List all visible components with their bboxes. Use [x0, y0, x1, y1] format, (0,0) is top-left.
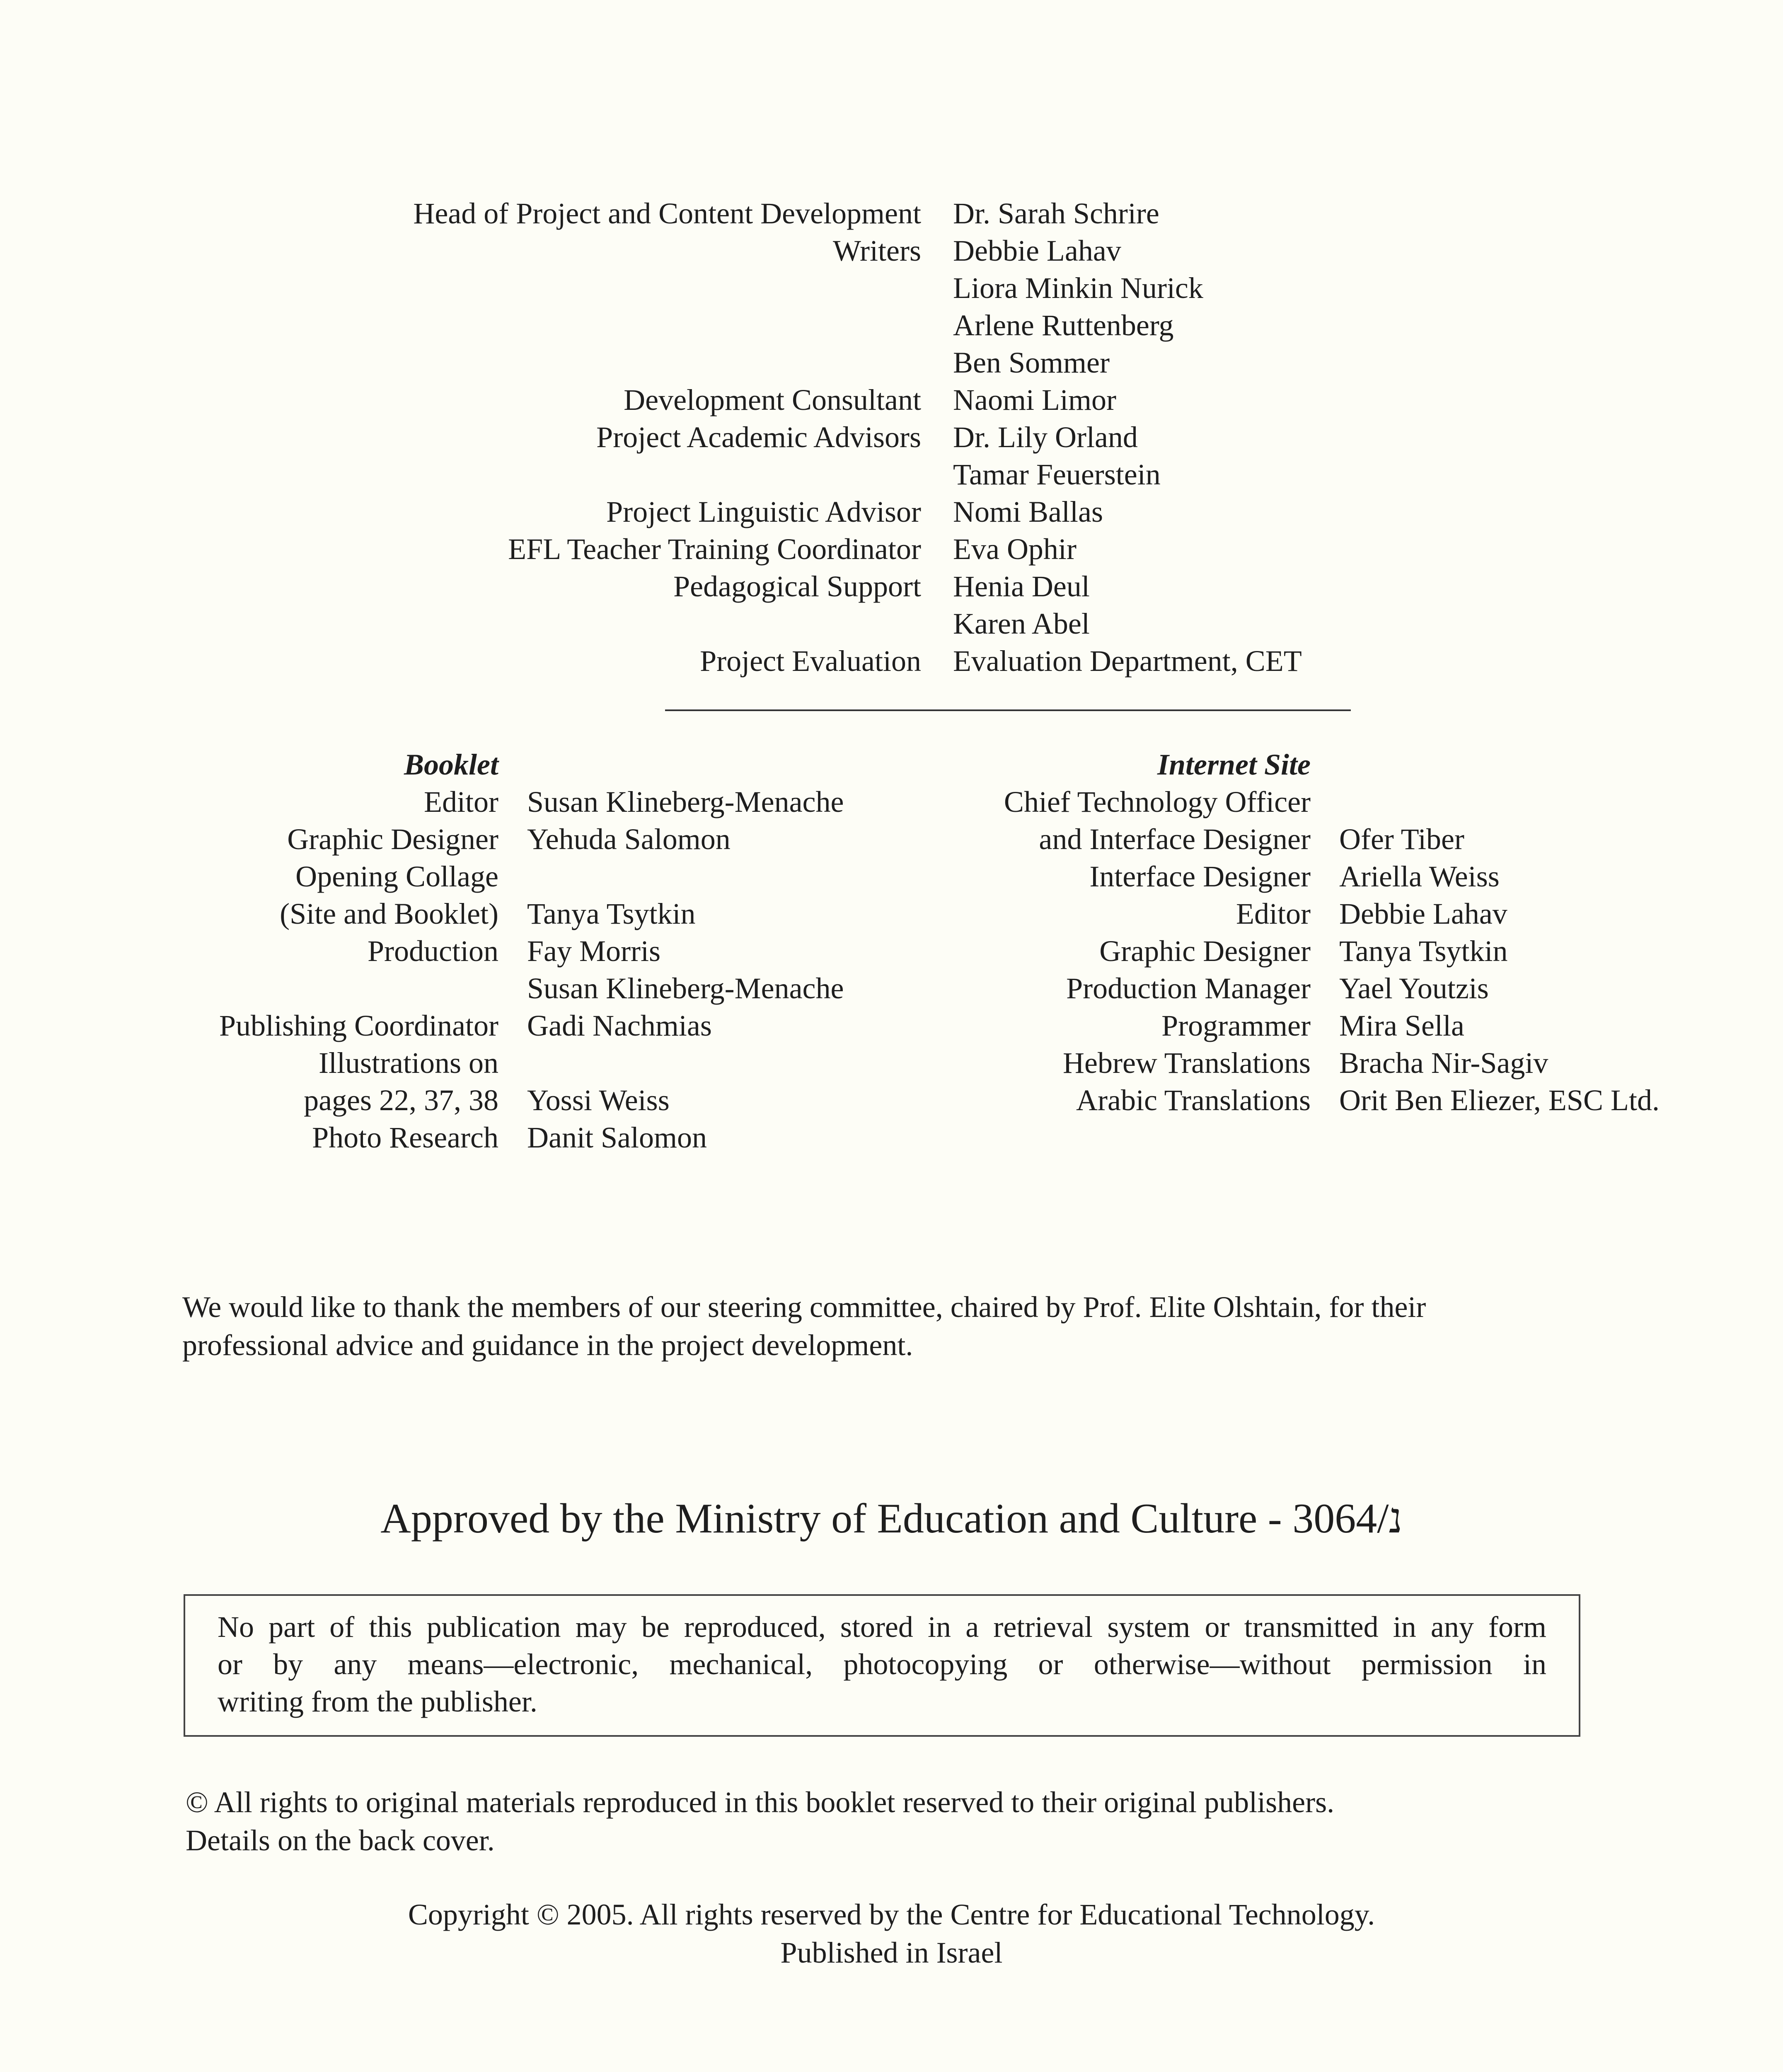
notice-line: or by any means—electronic, mechanical, photocopying or otherwise—without permission in — [218, 1648, 1546, 1681]
booklet-value: Susan Klineberg-Menache — [527, 972, 844, 1005]
booklet-label: Publishing Coordinator — [219, 1009, 498, 1042]
credit-value: Eva Ophir — [953, 533, 1077, 566]
booklet-label: Graphic Designer — [287, 823, 498, 856]
internet-label: Chief Technology Officer — [1004, 785, 1311, 818]
thanks-paragraph — [182, 1288, 1633, 1364]
internet-value: Debbie Lahav — [1339, 897, 1507, 930]
copyright-block — [0, 1895, 1783, 1972]
internet-label: Graphic Designer — [1099, 934, 1311, 968]
rights-line: Details on the back cover. — [186, 1824, 495, 1857]
credit-value: Henia Deul — [953, 570, 1090, 603]
internet-value: Mira Sella — [1339, 1009, 1464, 1042]
internet-label: Hebrew Translations — [1063, 1046, 1311, 1080]
credit-label: Pedagogical Support — [673, 570, 921, 603]
booklet-label: Production — [368, 934, 498, 968]
internet-label: Interface Designer — [1089, 860, 1311, 893]
internet-label: Production Manager — [1066, 972, 1311, 1005]
booklet-label: Opening Collage — [295, 860, 498, 893]
internet-label: Arabic Translations — [1076, 1084, 1311, 1117]
booklet-label: Photo Research — [312, 1121, 498, 1154]
credit-value: Tamar Feuerstein — [953, 458, 1161, 491]
credit-value: Arlene Ruttenberg — [953, 309, 1174, 342]
credit-label: Development Consultant — [624, 383, 921, 416]
credit-value: Karen Abel — [953, 607, 1090, 640]
credit-value: Liora Minkin Nurick — [953, 271, 1203, 305]
credit-value: Evaluation Department, CET — [953, 644, 1302, 678]
booklet-label: pages 22, 37, 38 — [304, 1084, 498, 1117]
published-line: Published in Israel — [780, 1936, 1003, 1969]
credit-label: Project Linguistic Advisor — [606, 495, 921, 528]
credit-value: Debbie Lahav — [953, 234, 1121, 267]
credit-label: EFL Teacher Training Coordinator — [508, 533, 921, 566]
ministry-approval: Approved by the Ministry of Education and Culture - 3064/נ — [380, 1495, 1403, 1542]
booklet-value: Tanya Tsytkin — [527, 897, 696, 930]
internet-value: Ofer Tiber — [1339, 823, 1464, 856]
booklet-value: Susan Klineberg-Menache — [527, 785, 844, 818]
credit-value: Dr. Sarah Schrire — [953, 197, 1159, 230]
booklet-heading: Booklet — [404, 748, 498, 781]
credit-value: Naomi Limor — [953, 383, 1116, 416]
booklet-label: Editor — [424, 785, 498, 818]
rights-line: © All rights to original materials reproduced in this booklet reserved to their original publishers. — [186, 1786, 1335, 1819]
internet-value: Bracha Nir-Sagiv — [1339, 1046, 1548, 1080]
reproduction-notice-box — [184, 1594, 1580, 1737]
internet-value: Tanya Tsytkin — [1339, 934, 1508, 968]
booklet-value: Gadi Nachmias — [527, 1009, 712, 1042]
credit-label: Project Evaluation — [700, 644, 921, 678]
rights-paragraph — [186, 1783, 1719, 1859]
internet-label: and Interface Designer — [1039, 823, 1311, 856]
credit-label: Project Academic Advisors — [596, 421, 921, 454]
thanks-line: professional advice and guidance in the project development. — [182, 1329, 913, 1362]
booklet-value: Danit Salomon — [527, 1121, 707, 1154]
credit-label: Head of Project and Content Development — [413, 197, 921, 230]
notice-line: writing from the publisher. — [218, 1685, 537, 1718]
booklet-value: Fay Morris — [527, 934, 660, 968]
credit-value: Dr. Lily Orland — [953, 421, 1138, 454]
booklet-value: Yossi Weiss — [527, 1084, 670, 1117]
internet-value: Yael Youtzis — [1339, 972, 1489, 1005]
credit-label: Writers — [832, 234, 921, 267]
internet-label: Editor — [1236, 897, 1311, 930]
internet-value: Ariella Weiss — [1339, 860, 1500, 893]
internet-label: Programmer — [1161, 1009, 1311, 1042]
booklet-value: Yehuda Salomon — [527, 823, 731, 856]
internet-site-heading: Internet Site — [1157, 748, 1311, 781]
copyright-line: Copyright © 2005. All rights reserved by the Centre for Educational Technology. — [408, 1898, 1375, 1931]
credit-value: Ben Sommer — [953, 346, 1110, 379]
credit-value: Nomi Ballas — [953, 495, 1103, 528]
internet-value: Orit Ben Eliezer, ESC Ltd. — [1339, 1084, 1660, 1117]
booklet-label: (Site and Booklet) — [280, 897, 498, 930]
notice-line: No part of this publication may be reproduced, stored in a retrieval system or transmitted in any form — [218, 1610, 1546, 1644]
thanks-line: We would like to thank the members of our steering committee, chaired by Prof. Elite Olshtain, for their — [182, 1290, 1426, 1324]
booklet-label: Illustrations on — [319, 1046, 498, 1080]
divider-rule — [665, 709, 1351, 711]
